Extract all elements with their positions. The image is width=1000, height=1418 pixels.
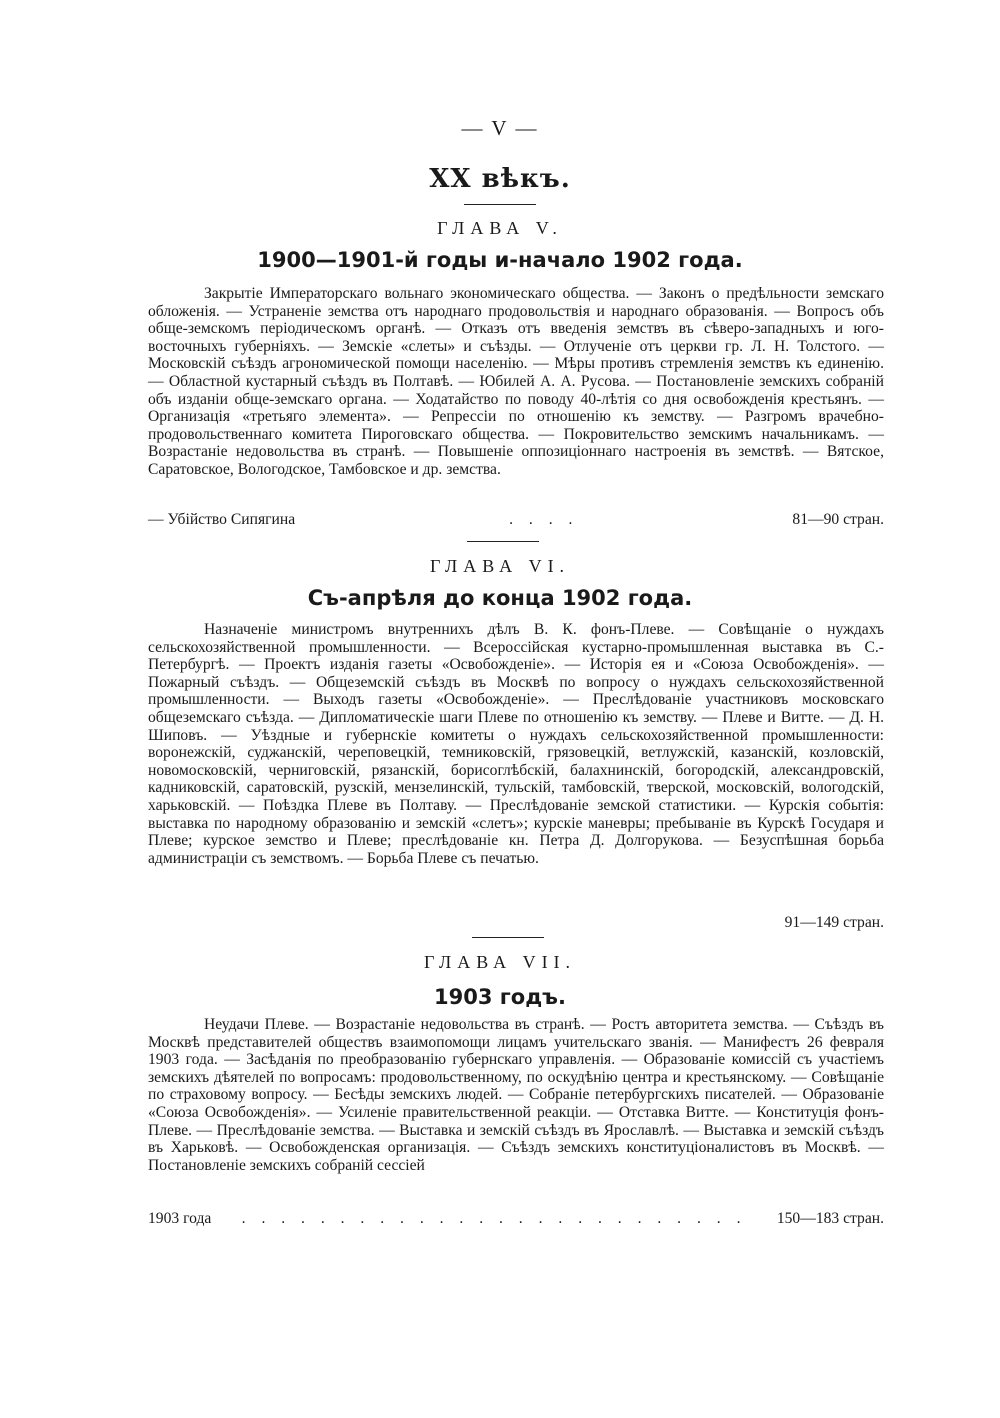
chapter-6-label: ГЛАВА VI. — [429, 556, 571, 576]
chapter-7-title: 1903 годъ. — [434, 985, 566, 1009]
chapter-5-pages-line — [148, 511, 884, 529]
page-number: — V — — [461, 116, 539, 140]
chapter-5-summary: Закрытіе Императорскаго вольнаго экономическаго общества. — Законъ о предѣльности земскаго обложенія. — Устраненіе земства отъ народнаго продовольствія и народнаго образованія. — Вопросъ объ обще-земскомъ періодическомъ органѣ. — Отказъ отъ введенія земствъ въ сѣверо-западныхъ и юго-восточныхъ губерніяхъ. — Земскіе «слеты» и съѣзды. — Отлученіе отъ церкви гр. Л. Н. Толстого. — Московскій съѣздъ агрономической помощи населенію. — Мѣры противъ стремленія земствъ къ единенію. — Областной кустарный съѣздъ въ Полтавѣ. — Юбилей А. А. Русова. — Постановленіе земскихъ собраній объ изданіи обще-земскаго органа. — Ходатайство по поводу 40-лѣтія со дня освобожденія крестьянъ. — Организація «третьяго элемента». — Репрессіи по отношенію къ земству. — Разгромъ врачебно-продовольственнаго комитета Пироговскаго общества. — Покровительство земскимъ начальникамъ. — Возрастаніе недовольства въ странѣ. — Повышеніе оппозиціоннаго настроенія въ земствѣ. — Вятское, Саратовское, Вологодское, Тамбовское и др. земства. — [148, 285, 884, 478]
chapter-6-divider — [472, 937, 544, 938]
chapter-6-summary: Назначеніе министромъ внутреннихъ дѣлъ В. К. фонъ-Плеве. — Совѣщаніе о нуждахъ сельскохозяйственной промышленности. — Всероссійская кустарно-промышленная выставка въ С.-Петербургѣ. — Проектъ изданія газеты «Освобожденіе». — Исторія ея и «Союза Освобожденія». — Пожарный съѣздъ. — Общеземскій съѣздъ въ Москвѣ по вопросу о нуждахъ сельскохозяйственной промышленности. — Выходъ газеты «Освобожденіе». — Преслѣдованіе участниковъ московскаго общеземскаго съѣзда. — Дипломатическіе шаги Плеве по отношенію къ земству. — Плеве и Витте. — Д. Н. Шиповъ. — Уѣздные и губернскіе комитеты о нуждахъ сельскохозяйственной промышленности: воронежскій, суджанскій, череповецкій, темниковскій, грязовецкій, ветлужскій, казанскій, козловскій, новомосковскій, черниговскій, рязанскій, борисоглѣбскій, балахнинскій, богородскій, александровскій, кадниковскій, саратовскій, рузскій, мензелинскій, тульскій, тамбовскій, тверской, московскій, вологодскій, харьковскій. — Поѣздка Плеве въ Полтаву. — Преслѣдованіе земской статистики. — Курскія событія: выставка по народному образованію и земскій «слетъ»; курскіе маневры; пребываніе въ Курскѣ Государя и Плеве; курское земство и Плеве; преслѣдованіе кн. Петра Д. Долгорукова. — Безуспѣшная борьба администраціи съ земствомъ. — Борьба Плеве съ печатью. — [148, 621, 884, 867]
chapter-6-pages: 91—149 стран. — [784, 914, 884, 931]
title-divider — [464, 204, 536, 205]
chapter-5-pages: 81—90 стран. — [792, 511, 884, 528]
chapter-7-summary: Неудачи Плеве. — Возрастаніе недовольства въ странѣ. — Ростъ авторитета земства. — Съѣздъ въ Москвѣ представителей обществъ взаимопомощи лицамъ учительскаго званія. — Манифестъ 26 февраля 1903 года. — Засѣданія по преобразованію губернскаго управленія. — Образованіе комиссій съ участіемъ земскихъ дѣятелей по вопросамъ: продовольственному, по оскудѣнію центра и крестьянскому. — Совѣщаніе по страховому вопросу. — Бесѣды земскихъ людей. — Собраніе петербургскихъ писателей. — Образованіе «Союза Освобожденія». — Усиленіе правительственной реакціи. — Отставка Витте. — Конституція фонъ-Плеве. — Преслѣдованіе земства. — Выставка и земскій съѣздъ въ Ярославлѣ. — Выставка и земскій съѣздъ въ Харьковѣ. — Освобожденская организація. — Съѣздъ земскихъ конституціоналистовъ въ Москвѣ. — Постановленіе земскихъ собраній сессіей — [148, 1016, 884, 1174]
chapter-7-pages-line — [148, 1210, 884, 1228]
chapter-5-divider — [467, 541, 539, 542]
chapter-6-title: Съ-апрѣля до конца 1902 года. — [307, 586, 693, 610]
leader-dots: . . . . — [509, 511, 579, 528]
leader-dots: . . . . . . . . . . . . . . . . . . . . . . . . . . — [241, 1210, 747, 1227]
chapter-7-pages: 150—183 стран. — [776, 1210, 884, 1227]
chapter-5-title: 1900—1901-й годы и-начало 1902 года. — [257, 248, 743, 272]
section-title: XX вѣкъ. — [429, 164, 571, 194]
chapter-7-label: ГЛАВА VII. — [423, 952, 577, 972]
chapter-5-label: ГЛАВА V. — [437, 218, 563, 238]
chapter-5-last-item: — Убійство Сипягина — [148, 511, 296, 528]
chapter-7-last-item: 1903 года — [148, 1210, 212, 1227]
